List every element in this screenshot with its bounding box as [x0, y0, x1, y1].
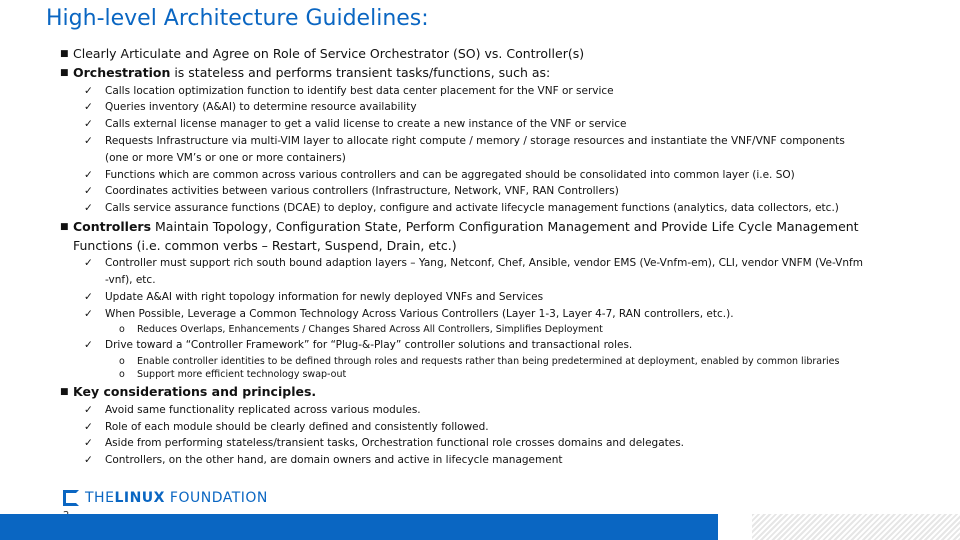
check-icon: ✓: [84, 454, 93, 466]
footer-hatch-pattern: [752, 514, 960, 540]
check-icon: ✓: [84, 339, 93, 351]
check-icon: ✓: [84, 185, 93, 197]
footer-accent-bar: [0, 514, 718, 540]
circle-bullet-icon: o: [119, 356, 125, 367]
check-icon: ✓: [84, 135, 93, 147]
check-icon: ✓: [84, 437, 93, 449]
check-icon: ✓: [84, 421, 93, 433]
check-icon: ✓: [84, 169, 93, 181]
square-bullet-icon: ■: [60, 49, 69, 59]
check-icon: ✓: [84, 308, 93, 320]
check-icon: ✓: [84, 101, 93, 113]
square-bullet-icon: ■: [60, 222, 69, 232]
circle-bullet-icon: o: [119, 324, 125, 335]
linux-foundation-logo: THELINUX FOUNDATION: [63, 489, 268, 507]
check-icon: ✓: [84, 118, 93, 130]
bullet-controllers-continuation: Functions (i.e. common verbs – Restart, Suspend, Drain, etc.): [73, 238, 457, 253]
check-icon: ✓: [84, 202, 93, 214]
square-bullet-icon: ■: [60, 387, 69, 397]
check-icon: ✓: [84, 85, 93, 97]
square-bullet-icon: ■: [60, 68, 69, 78]
page-title: High-level Architecture Guidelines:: [46, 6, 429, 31]
check-icon: ✓: [84, 404, 93, 416]
check-icon: ✓: [84, 257, 93, 269]
circle-bullet-icon: o: [119, 369, 125, 380]
logo-mark-icon: [63, 490, 79, 506]
check-icon: ✓: [84, 291, 93, 303]
